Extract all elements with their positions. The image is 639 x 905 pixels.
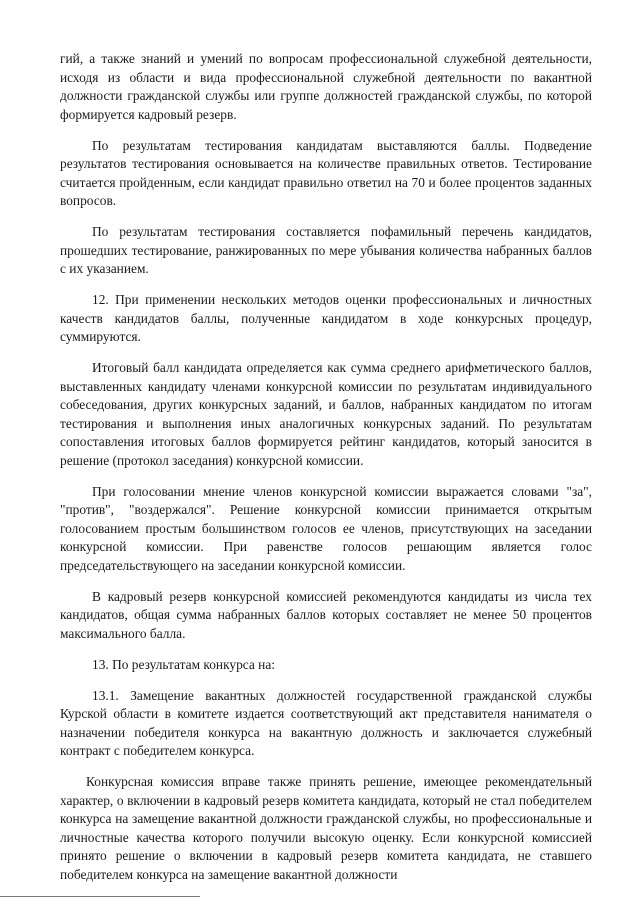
- paragraph-testing-scores: По результатам тестирования кандидатам выставляются баллы. Подведение результатов тестирования основывается на количестве правильных ответов. Тестирование считается пройденным, если кандидат правильно ответил на 70 и более процентов заданных вопросов.: [60, 137, 592, 208]
- paragraph-section-13: 13. По результатам конкурса на:: [92, 656, 276, 672]
- document-page: [60, 50, 592, 897]
- paragraph-candidate-list: По результатам тестирования составляется пофамильный перечень кандидатов, прошедших тестирование, ранжированных по мере убывания количества набранных баллов с их указанием.: [60, 224, 592, 276]
- paragraph-final-score: Итоговый балл кандидата определяется как сумма среднего арифметического баллов, выставленных кандидату членами конкурсной комиссии по результатам индивидуального собеседования, других конкурсных заданий, и баллов, набранных кандидатом по итогам тестирования и выполнения иных аналогичных конкурсных заданий. По результатам сопоставления итоговых баллов формируется рейтинг кандидатов, который заносится в решение (протокол заседания) конкурсной комиссии.: [60, 360, 592, 468]
- paragraph-section-12: 12. При применении нескольких методов оценки профессиональных и личностных качеств кандидатов баллы, полученные кандидатом в ходе конкурсных процедур, суммируются.: [60, 292, 592, 344]
- paragraph-reserve-recommendation: В кадровый резерв конкурсной комиссией рекомендуются кандидаты из числа тех кандидатов, общая сумма набранных баллов которых составляет не менее 50 процентов максимального балла.: [60, 588, 592, 641]
- paragraph-continuation: гий, а также знаний и умений по вопросам профессиональной служебной деятельности, исходя из области и вида профессиональной служебной деятельности по вакантной должности гражданской службы или группе должностей гражданской службы, по которой формируется кадровый резерв.: [60, 51, 592, 122]
- page-bottom-rule: [0, 896, 200, 897]
- paragraph-voting: При голосовании мнение членов конкурсной комиссии выражается словами "за", "против", "воздержался". Решение конкурсной комиссии принимается открытым голосованием простым большинством голосов ее членов, присутствующих на заседании конкурсной комиссии. При равенстве голосов решающим является голос председательствующего на заседании конкурсной комиссии.: [60, 483, 592, 573]
- paragraph-commission-decision: Конкурсная комиссия вправе также принять решение, имеющее рекомендательный характер, о включении в кадровый резерв комитета кандидата, который не стал победителем конкурса на замещение вакантной должности гражданской службы, но профессиональные и личностные качества которого получили высокую оценку. Если конкурсной комиссией принято решение о включении в кадровый резерв комитета кандидата, не ставшего победителем конкурса на замещение вакантной должности: [60, 774, 592, 882]
- paragraph-section-13-1: 13.1. Замещение вакантных должностей государственной гражданской службы Курской области в комитете издается соответствующий акт представителя нанимателя о назначении победителя конкурса на вакантную должность и заключается служебный контракт с победителем конкурса.: [60, 687, 592, 758]
